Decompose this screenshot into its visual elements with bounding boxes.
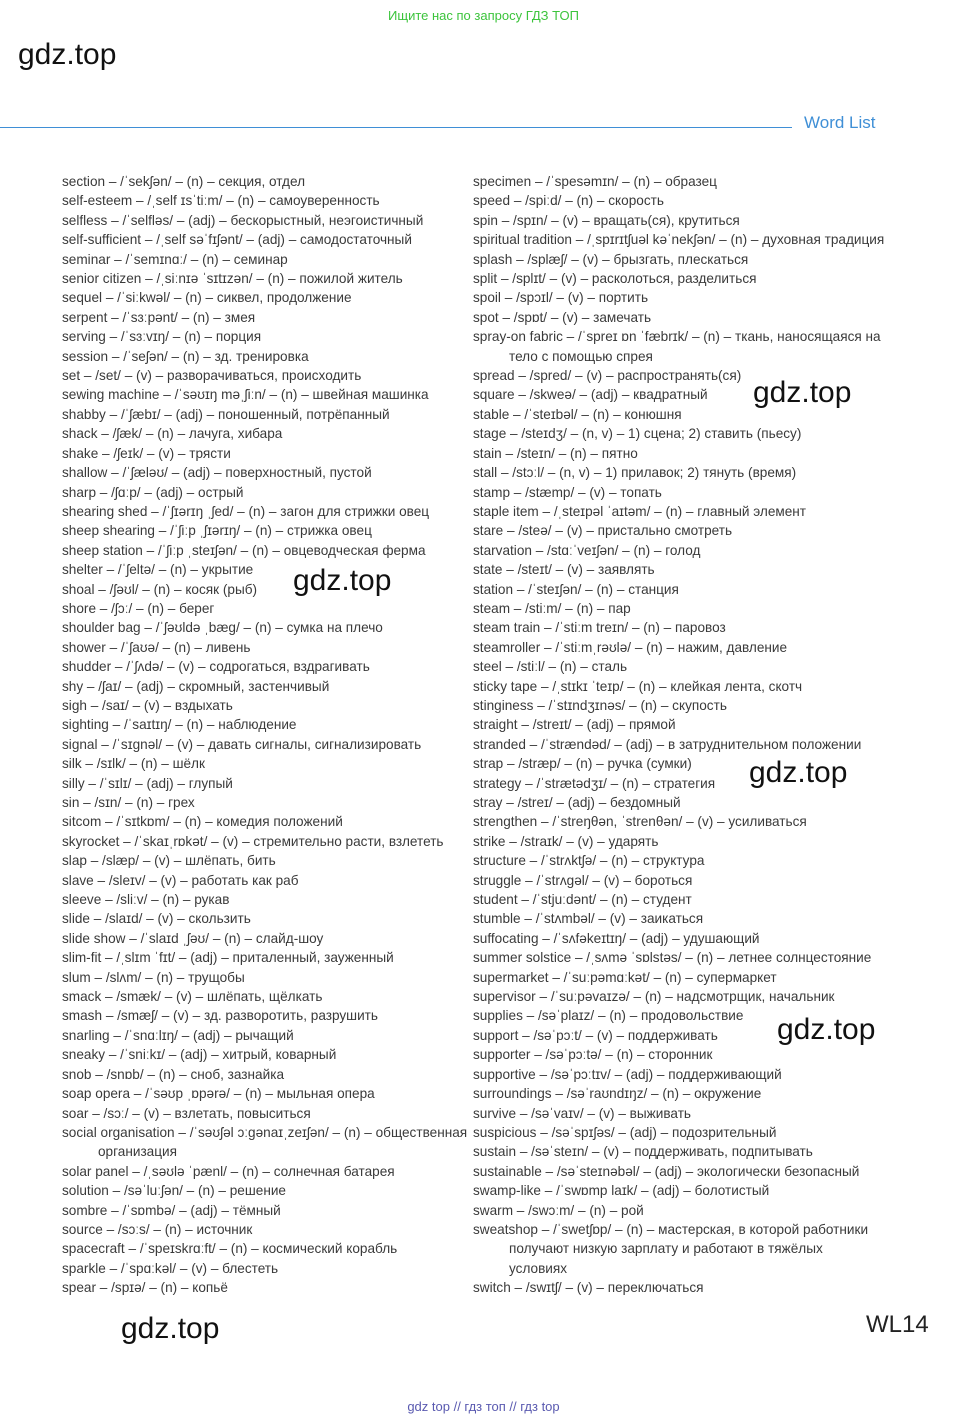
entry-text: silly – /ˈsɪlɪ/ – (adj) – глупый — [62, 775, 233, 791]
entry-text: stare – /steə/ – (v) – пристально смотреть — [473, 523, 733, 539]
word-entry — [473, 1162, 873, 1181]
entry-text: sombre – /ˈsɒmbə/ – (adj) – тёмный — [62, 1202, 281, 1218]
entry-text: speed – /spiːd/ – (n) – скорость — [473, 193, 664, 209]
word-entry — [62, 444, 462, 463]
word-entry — [473, 715, 873, 734]
entry-text: signal – /ˈsɪgnəl/ – (v) – давать сигналы, сигнализировать — [62, 736, 422, 752]
entry-text: stable – /ˈsteɪbəl/ – (n) – конюшня — [473, 406, 682, 422]
word-entry — [62, 735, 462, 754]
entry-text: sustain – /səˈsteɪn/ – (v) – поддерживать, подпитывать — [473, 1144, 813, 1160]
top-banner[interactable]: Ищите нас по запросу ГДЗ ТОП — [388, 8, 579, 23]
entry-text: sigh – /saɪ/ – (v) – вздыхать — [62, 697, 233, 713]
entry-text: specimen – /ˈspesəmɪn/ – (n) – образец — [473, 174, 717, 189]
entry-text: student – /ˈstjuːdənt/ – (n) – студент — [473, 892, 692, 908]
entry-text: sharp – /ʃɑːp/ – (adj) – острый — [62, 484, 244, 500]
entry-text: sleeve – /sliːv/ – (n) – рукав — [62, 892, 230, 908]
watermark-logo: gdz.top — [753, 376, 852, 409]
entry-text: steamroller – /ˈstiːmˌrəʊlə/ – (n) – нажим, давление — [473, 639, 788, 655]
entry-text: slum – /slʌm/ – (n) – трущобы — [62, 969, 245, 985]
entry-text: straight – /streɪt/ – (adj) – прямой — [473, 717, 676, 733]
entry-text: social organisation – /ˈsəʊʃəl ɔːgənaɪˌzeɪʃən/ – (n) – общественная — [62, 1124, 468, 1140]
word-entry — [62, 1239, 462, 1258]
entry-text: survive – /səˈvaɪv/ – (v) – выживать — [473, 1105, 691, 1121]
word-entry — [473, 1278, 873, 1297]
entry-continuation: организация — [98, 1144, 177, 1160]
entry-text: spear – /spɪə/ – (n) – копьё — [62, 1280, 228, 1296]
entry-text: smash – /smæʃ/ – (v) – зд. разворотить, разрушить — [62, 1008, 378, 1024]
word-entry — [62, 1104, 462, 1123]
entry-text: spoil – /spɔɪl/ – (v) – портить — [473, 290, 649, 306]
word-entry — [62, 308, 462, 327]
word-entry — [473, 541, 873, 560]
word-entry — [473, 832, 873, 851]
word-entry — [62, 463, 462, 482]
entry-text: stumble – /ˈstʌmbəl/ – (v) – заикаться — [473, 911, 704, 927]
entry-text: shake – /ʃeɪk/ – (v) – трясти — [62, 445, 231, 461]
word-entry — [473, 444, 873, 463]
entry-text: switch – /swɪtʃ/ – (v) – переключаться — [473, 1280, 704, 1296]
entry-text: shy – /ʃaɪ/ – (adj) – скромный, застенчивый — [62, 678, 330, 694]
entry-text: suspicious – /səˈspɪʃəs/ – (adj) – подозрительный — [473, 1124, 777, 1140]
entry-text: shabby – /ˈʃæbɪ/ – (adj) – поношенный, потрёпанный — [62, 406, 390, 422]
entry-text: soap opera – /ˈsəʊp ˌɒpərə/ – (n) – мыльная опера — [62, 1086, 375, 1102]
word-entry — [473, 191, 873, 210]
entry-text: structure – /ˈstrʌktʃə/ – (n) – структура — [473, 853, 705, 869]
word-entry — [62, 929, 462, 948]
entry-text: seminar – /ˈsemɪnɑː/ – (n) – семинар — [62, 251, 288, 267]
entry-text: stall – /stɔːl/ – (n, v) – 1) прилавок; 2) тянуть (время) — [473, 465, 797, 481]
entry-text: sighting – /ˈsaɪtɪŋ/ – (n) – наблюдение — [62, 717, 297, 733]
word-entry — [62, 191, 462, 210]
entry-text: supporter – /səˈpɔːtə/ – (n) – сторонник — [473, 1047, 713, 1063]
entry-text: struggle – /ˈstrʌgəl/ – (v) – бороться — [473, 872, 693, 888]
word-entry — [62, 560, 462, 579]
word-entry — [473, 211, 873, 230]
word-entry — [473, 599, 873, 618]
word-entry — [62, 618, 462, 637]
word-entry — [62, 599, 462, 618]
word-entry — [62, 754, 462, 773]
word-entry — [62, 1181, 462, 1200]
word-entry — [473, 1220, 873, 1278]
entry-text: silk – /sɪlk/ – (n) – шёлк — [62, 756, 205, 772]
entry-text: set – /set/ – (v) – разворачиваться, происходить — [62, 368, 362, 384]
entry-text: session – /ˈseʃən/ – (n) – зд. тренировка — [62, 348, 309, 364]
right-column — [473, 172, 885, 1298]
entry-text: swarm – /swɔːm/ – (n) – рой — [473, 1202, 644, 1218]
word-entry — [473, 308, 873, 327]
word-entry — [473, 172, 873, 191]
entry-text: stinginess – /ˈstɪndʒɪnəs/ – (n) – скупость — [473, 697, 727, 713]
entry-text: sheep station – /ˈʃiːp ˌsteɪʃən/ – (n) – овцеводческая ферма — [62, 542, 426, 558]
entry-text: slide – /slaɪd/ – (v) – скользить — [62, 911, 251, 927]
entry-text: shower – /ˈʃaʊə/ – (n) – ливень — [62, 639, 251, 655]
word-entry — [62, 502, 462, 521]
entry-text: surroundings – /səˈraʊndɪŋz/ – (n) – окружение — [473, 1086, 762, 1102]
word-entry — [473, 288, 873, 307]
word-entry — [473, 230, 885, 249]
word-entry — [473, 1065, 873, 1084]
header-rule — [0, 127, 792, 128]
word-entry — [473, 502, 873, 521]
entry-text: stray – /streɪ/ – (adj) – бездомный — [473, 795, 681, 810]
entry-text: solar panel – /ˌsəʊlə ˈpænl/ – (n) – солнечная батарея — [62, 1163, 395, 1179]
entry-text: steam – /stiːm/ – (n) – пар — [473, 600, 631, 616]
word-entry — [62, 638, 462, 657]
word-entry — [62, 677, 462, 696]
entry-text: shoulder bag – /ˈʃəʊldə ˌbæg/ – (n) – сумка на плечо — [62, 620, 383, 636]
word-entry — [473, 1104, 873, 1123]
watermark-logo: gdz.top — [121, 1312, 220, 1345]
word-entry — [62, 385, 462, 404]
entry-text: slide show – /ˈslaɪd ˌʃəʊ/ – (n) – слайд-шоу — [62, 930, 324, 946]
entry-text: staple item – /ˌsteɪpəl ˈaɪtəm/ – (n) – главный элемент — [473, 503, 807, 519]
entry-text: summer solstice – /ˌsʌmə ˈsɒlstəs/ – (n) – летнее солнцестояние — [473, 950, 872, 966]
word-entry — [62, 793, 462, 812]
entry-text: square – /skweə/ – (adj) – квадратный — [473, 387, 708, 403]
entry-text: steam train – /ˈstiːm treɪn/ – (n) – паровоз — [473, 620, 726, 636]
word-entry — [473, 1084, 873, 1103]
entry-continuation: тело с помощью спрея — [509, 348, 653, 364]
entry-text: strike – /straɪk/ – (v) – ударять — [473, 833, 659, 849]
word-entry — [62, 1278, 462, 1297]
entry-continuation: условиях — [509, 1260, 568, 1276]
word-entry — [62, 715, 462, 734]
entry-text: smack – /smæk/ – (v) – шлёпать, щёлкать — [62, 989, 323, 1005]
word-entry — [62, 424, 462, 443]
entry-text: slim-fit – /ˌslɪm ˈfɪt/ – (adj) – приталенный, зауженный — [62, 950, 394, 966]
entry-text: skyrocket – /ˈskaɪˌrɒkət/ – (v) – стремительно расти, взлететь — [62, 833, 444, 849]
entry-text: shelter – /ˈʃeltə/ – (n) – укрытие — [62, 562, 254, 578]
entry-text: spiritual tradition – /ˌspɪrɪtʃuəl kəˈnekʃən/ – (n) – духовная традиция — [473, 232, 885, 248]
entry-text: splash – /splæʃ/ – (v) – брызгать, плескаться — [473, 251, 749, 267]
word-entry — [473, 618, 873, 637]
word-entry — [62, 851, 462, 870]
word-entry — [62, 909, 462, 928]
word-entry — [473, 871, 873, 890]
word-entry — [473, 1201, 873, 1220]
word-entry — [62, 347, 462, 366]
word-entry — [62, 812, 462, 831]
word-list-title: Word List — [804, 113, 876, 132]
entry-text: state – /steɪt/ – (v) – заявлять — [473, 562, 655, 578]
entry-text: selfless – /ˈselfləs/ – (adj) – бескорыстный, неэгоистичный — [62, 212, 424, 228]
word-entry — [473, 929, 873, 948]
word-entry — [473, 638, 873, 657]
entry-text: strap – /stræp/ – (n) – ручка (сумки) — [473, 756, 692, 772]
entry-text: shack – /ʃæk/ – (n) – лачуга, хибара — [62, 426, 283, 442]
word-entry — [473, 1045, 873, 1064]
entry-text: strengthen – /ˈstreŋθən, ˈstrenθən/ – (v) – усиливаться — [473, 814, 807, 830]
word-entry — [62, 1201, 462, 1220]
word-entry — [62, 1123, 468, 1162]
entry-text: section – /ˈsekʃən/ – (n) – секция, отдел — [62, 174, 306, 189]
entry-text: sweatshop – /ˈswetʃɒp/ – (n) – мастерская, в которой работники — [473, 1221, 869, 1237]
word-entry — [62, 1026, 462, 1045]
footer-links[interactable]: gdz top // гдз топ // гдз top — [407, 1399, 560, 1414]
entry-text: shearing shed – /ˈʃɪərɪŋ ˌʃed/ – (n) – загон для стрижки овец — [62, 503, 430, 519]
word-entry — [62, 948, 462, 967]
entry-text: supervisor – /ˈsuːpəvaɪzə/ – (n) – надсмотрщик, начальник — [473, 989, 835, 1005]
word-entry — [473, 1181, 873, 1200]
entry-text: supportive – /səˈpɔːtɪv/ – (adj) – поддерживающий — [473, 1066, 782, 1082]
word-entry — [62, 580, 462, 599]
word-entry — [473, 424, 873, 443]
entry-text: sin – /sɪn/ – (n) – грех — [62, 795, 195, 810]
entry-text: stamp – /stæmp/ – (v) – топать — [473, 484, 662, 500]
entry-text: sheep shearing – /ˈʃiːp ˌʃɪərɪŋ/ – (n) – стрижка овец — [62, 523, 372, 539]
entry-text: support – /səˈpɔːt/ – (v) – поддерживать — [473, 1027, 718, 1043]
word-entry — [473, 677, 873, 696]
entry-text: spot – /spɒt/ – (v) – замечать — [473, 309, 652, 325]
entry-text: starvation – /stɑːˈveɪʃən/ – (n) – голод — [473, 542, 701, 558]
word-entry — [473, 327, 881, 366]
watermark-logo: gdz.top — [749, 756, 848, 789]
word-entry — [62, 327, 462, 346]
word-entry — [62, 269, 462, 288]
word-entry — [62, 1220, 462, 1239]
word-entry — [62, 172, 462, 191]
word-entry — [473, 560, 873, 579]
word-entry — [473, 463, 873, 482]
entry-text: spacecraft – /ˈspeɪskrɑːft/ – (n) – космический корабль — [62, 1241, 398, 1257]
entry-text: solution – /səˈluːʃən/ – (n) – решение — [62, 1183, 286, 1199]
word-entry — [473, 987, 873, 1006]
word-entry — [62, 541, 462, 560]
word-entry — [62, 288, 462, 307]
entry-text: sneaky – /ˈsniːkɪ/ – (adj) – хитрый, коварный — [62, 1047, 337, 1063]
entry-text: slave – /sleɪv/ – (v) – работать как раб — [62, 872, 299, 888]
entry-text: sewing machine – /ˈsəʊɪŋ məˌʃiːn/ – (n) – швейная машинка — [62, 387, 429, 403]
word-entry — [473, 812, 873, 831]
entry-text: serving – /ˈsɜːvɪŋ/ – (n) – порция — [62, 329, 262, 345]
entry-text: strategy – /ˈstrætədʒɪ/ – (n) – стратегия — [473, 775, 716, 791]
word-entry — [62, 405, 462, 424]
entry-text: shallow – /ˈʃæləʊ/ – (adj) – поверхностный, пустой — [62, 465, 372, 481]
site-logo[interactable]: gdz.top — [18, 38, 117, 71]
entry-text: senior citizen – /ˌsiːnɪə ˈsɪtɪzən/ – (n) – пожилой житель — [62, 271, 403, 287]
entry-text: spin – /spɪn/ – (v) – вращать(ся), крутиться — [473, 212, 740, 228]
entry-text: sitcom – /ˈsɪtkɒm/ – (n) – комедия положений — [62, 814, 343, 830]
entry-text: sticky tape – /ˌstɪkɪ ˈteɪp/ – (n) – клейкая лента, скотч — [473, 678, 803, 694]
word-entry — [473, 250, 873, 269]
entry-text: supermarket – /ˈsuːpəmɑːkət/ – (n) – супермаркет — [473, 969, 777, 985]
word-entry — [62, 1084, 462, 1103]
word-entry — [62, 1259, 462, 1278]
entry-text: soar – /sɔː/ – (v) – взлетать, повыситься — [62, 1105, 311, 1121]
word-entry — [473, 269, 873, 288]
word-entry — [62, 1006, 462, 1025]
word-entry — [62, 832, 462, 851]
entry-text: self-sufficient – /ˌself səˈfɪʃənt/ – (adj) – самодостаточный — [62, 232, 412, 248]
entry-text: spread – /spred/ – (v) – распространять(ся) — [473, 368, 742, 384]
word-entry — [62, 968, 462, 987]
word-entry — [62, 250, 462, 269]
word-entry — [473, 890, 873, 909]
entry-text: sequel – /ˈsiːkwəl/ – (n) – сиквел, продолжение — [62, 290, 352, 306]
watermark-logo: gdz.top — [293, 564, 392, 597]
word-entry — [473, 580, 873, 599]
word-entry — [473, 521, 873, 540]
word-entry — [473, 696, 873, 715]
entry-text: swamp-like – /ˈswɒmp laɪk/ – (adj) – болотистый — [473, 1183, 770, 1199]
entry-text: self-esteem – /ˌself ɪsˈtiːm/ – (n) – самоуверенность — [62, 193, 380, 209]
word-entry — [62, 1162, 462, 1181]
word-entry — [473, 793, 873, 812]
entry-text: stranded – /ˈstrændəd/ – (adj) – в затруднительном положении — [473, 736, 862, 752]
word-entry — [62, 230, 462, 249]
word-entry — [62, 696, 462, 715]
word-entry — [473, 483, 873, 502]
word-entry — [473, 1123, 873, 1142]
entry-text: shore – /ʃɔː/ – (n) – берег — [62, 600, 215, 616]
word-entry — [62, 987, 462, 1006]
word-entry — [62, 1065, 462, 1084]
left-column — [62, 172, 468, 1298]
entry-text: snarling – /ˈsnɑːlɪŋ/ – (adj) – рычащий — [62, 1027, 294, 1043]
word-entry — [62, 521, 462, 540]
word-entry — [473, 968, 873, 987]
entry-text: shudder – /ˈʃʌdə/ – (v) – содрогаться, вздрагивать — [62, 659, 370, 675]
word-entry — [473, 909, 873, 928]
entry-text: stage – /steɪdʒ/ – (n, v) – 1) сцена; 2) ставить (пьесу) — [473, 426, 802, 442]
word-entry — [473, 948, 873, 967]
word-entry — [62, 657, 462, 676]
entry-text: slap – /slæp/ – (v) – шлёпать, бить — [62, 853, 276, 869]
entry-text: shoal – /ʃəʊl/ – (n) – косяк (рыб) — [62, 581, 258, 597]
entry-text: sparkle – /ˈspɑːkəl/ – (v) – блестеть — [62, 1260, 279, 1276]
entry-text: station – /ˈsteɪʃən/ – (n) – станция — [473, 581, 679, 597]
word-entry — [62, 1045, 462, 1064]
entry-text: snob – /snɒb/ – (n) – сноб, зазнайка — [62, 1066, 285, 1082]
word-entry — [473, 735, 873, 754]
entry-text: serpent – /ˈsɜːpənt/ – (n) – змея — [62, 309, 256, 325]
word-entry — [62, 483, 462, 502]
entry-text: split – /splɪt/ – (v) – расколоться, разделиться — [473, 271, 757, 287]
word-entry — [62, 366, 462, 385]
word-entry — [62, 890, 462, 909]
entry-text: sustainable – /səˈsteɪnəbəl/ – (adj) – экологически безопасный — [473, 1163, 860, 1179]
word-entry — [473, 657, 873, 676]
entry-text: stain – /steɪn/ – (n) – пятно — [473, 445, 638, 461]
word-entry — [62, 774, 462, 793]
page-number: WL14 — [866, 1311, 929, 1338]
word-entry — [62, 211, 462, 230]
word-entry — [473, 1142, 873, 1161]
entry-continuation: получают низкую зарплату и работают в тяжёлых — [509, 1241, 823, 1257]
entry-text: spray-on fabric – /ˈspreɪ ɒn ˈfæbrɪk/ – (n) – ткань, наносящаяся на — [473, 329, 881, 345]
entry-text: suffocating – /ˈsʌfəkeɪtɪŋ/ – (adj) – удушающий — [473, 930, 760, 946]
word-entry — [473, 851, 873, 870]
entry-text: steel – /stiːl/ – (n) – сталь — [473, 659, 628, 675]
entry-text: supplies – /səˈplaɪz/ – (n) – продовольствие — [473, 1008, 744, 1024]
entry-text: source – /sɔːs/ – (n) – источник — [62, 1221, 253, 1237]
word-entry — [62, 871, 462, 890]
watermark-logo: gdz.top — [777, 1013, 876, 1046]
